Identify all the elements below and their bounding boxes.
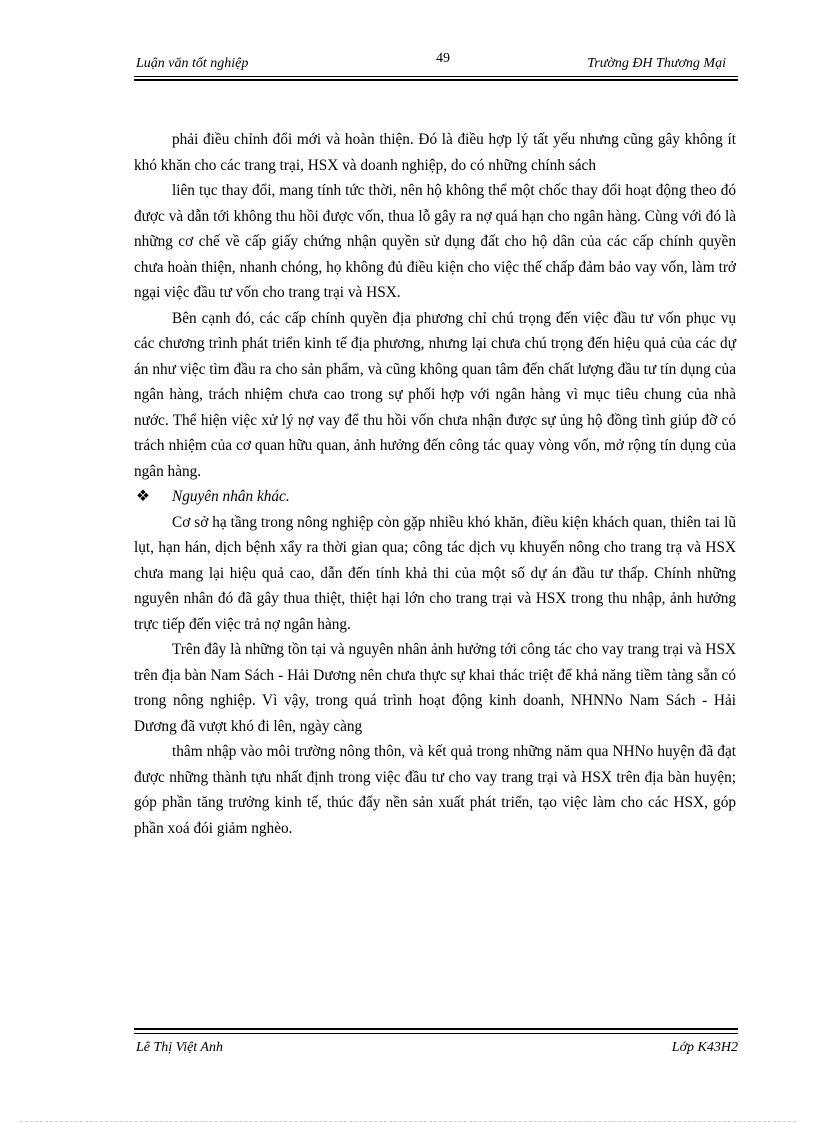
header-rule-thick — [134, 79, 738, 81]
paragraph-6: thâm nhập vào môi trường nông thôn, và kết quả trong những năm qua NHNo huyện đã đạt được những thành tựu nhất định trong việc đầu tư cho vay trang trại và HSX trên địa bàn huyện; góp phần tăng trưởng kinh tế, thúc đẩy nền sản xuất phát triển, tạo việc làm cho các HSX, góp phần xoá đói giảm nghèo. — [134, 743, 736, 837]
footer-class: Lớp K43H2 — [671, 1040, 738, 1055]
footer-author: Lê Thị Việt Anh — [136, 1040, 223, 1055]
footer-rule-thin — [134, 1033, 738, 1034]
bullet-heading-text: Nguyên nhân khác. — [172, 488, 290, 505]
footer-rule-thick — [134, 1028, 738, 1030]
bullet-heading — [134, 484, 736, 510]
header-university: Trường ĐH Thương Mại — [587, 56, 726, 71]
paragraph-1: phải điều chỉnh đổi mới và hoàn thiện. Đó là điều hợp lý tất yếu nhưng cũng gây không ít khó khăn cho các trang trại, HSX và doanh nghiệp, do có những chính sách — [134, 131, 736, 174]
diamond-bullet-icon: ❖ — [136, 488, 150, 505]
header-thesis-title: Luận văn tốt nghiệp — [136, 56, 249, 71]
page-edge-divider — [20, 1121, 796, 1122]
paragraph-4: Cơ sở hạ tầng trong nông nghiệp còn gặp nhiều khó khăn, điều kiện khách quan, thiên tai lũ lụt, hạn hán, dịch bệnh xẩy ra thời gian qua; công tác dịch vụ khuyến nông cho trang trạ và HSX chưa mang lại hiệu quả cao, dẫn đến tính khả thi của một số dự án đầu tư thấp. Chính những nguyên nhân đó đã gây thua thiệt, thiệt hại lớn cho trang trại và HSX trong thu nhập, ảnh hưởng trực tiếp đến việc trả nợ ngân hàng. — [134, 513, 736, 633]
paragraph-2: liên tục thay đổi, mang tính tức thời, nên hộ không thể một chốc thay đổi hoạt động theo đó được và dẫn tới không thu hồi được vốn, thua lỗ gây ra nợ quá hạn cho ngân hàng. Cùng với đó là những cơ chế về cấp giấy chứng nhận quyền sử dụng đất cho hộ dân của các cấp chính quyền chưa hoàn thiện, nhanh chóng, họ không đủ điều kiện cho việc thế chấp đảm bảo vay vốn, làm trở ngại việc đầu tư vốn cho trang trại và HSX. — [134, 182, 736, 301]
paragraph-3: Bên cạnh đó, các cấp chính quyền địa phương chỉ chú trọng đến việc đầu tư vốn phục vụ các chương trình phát triển kinh tế địa phương, nhưng lại chưa chú trọng đến hiệu quả của các dự án như việc tìm đầu ra cho sản phẩm, và cũng không quan tâm đến chất lượng đầu tư tín dụng của ngân hàng, trách nhiệm chưa cao trong sự phối hợp với ngân hàng vì mục tiêu chung của nhà nước. Thể hiện việc xử lý nợ vay để thu hồi vốn chưa nhận được sự ủng hộ đồng tình giúp đỡ có trách nhiệm của cơ quan hữu quan, ảnh hưởng đến công tác quay vòng vốn, mở rộng tín dụng của ngân hàng. — [134, 309, 736, 480]
header-rule-thin — [134, 76, 738, 77]
document-body — [134, 127, 736, 841]
page-number: 49 — [436, 51, 450, 66]
paragraph-5: Trên đây là những tồn tại và nguyên nhân ảnh hưởng tới công tác cho vay trang trại và HSX trên địa bàn Nam Sách - Hải Dương nên chưa thực sự khai thác triệt để khả năng tiềm tàng sẵn có trong nông nghiệp. Vì vậy, trong quá trình hoạt động kinh doanh, NHNNo Nam Sách - Hải Dương đã vượt khó đi lên, ngày càng — [134, 641, 736, 735]
